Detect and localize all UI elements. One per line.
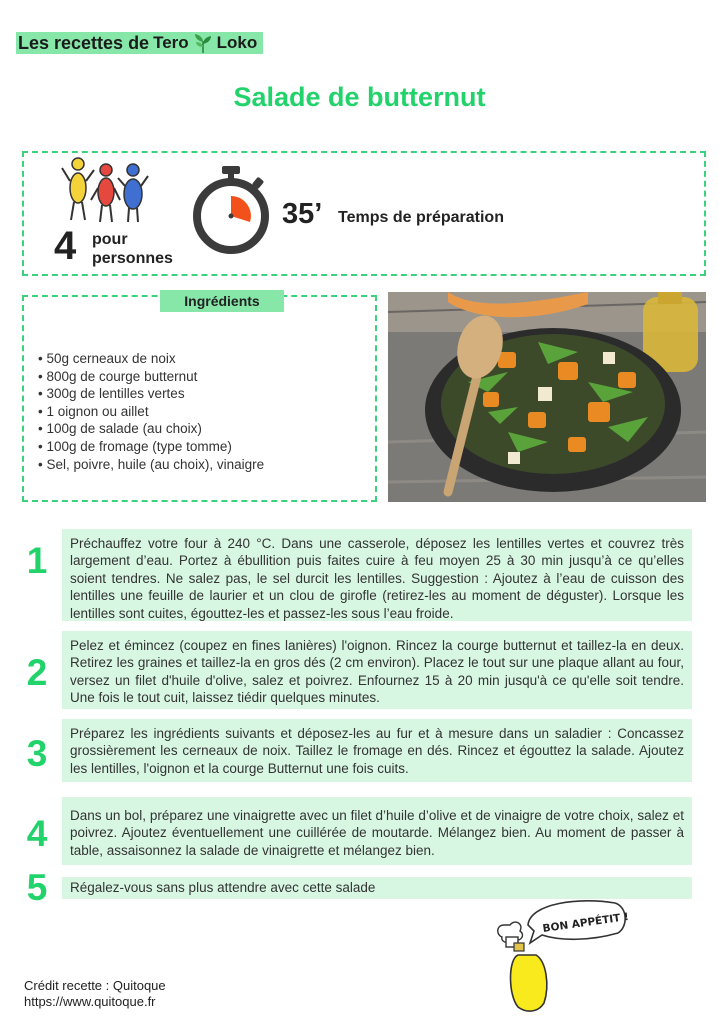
logo-word-loko: Loko <box>216 33 258 52</box>
servings-line2: personnes <box>92 250 173 267</box>
recipe-credit <box>24 978 166 1010</box>
ingredient-item: • 1 oignon ou aillet <box>38 403 264 421</box>
leaf-logo-icon <box>193 32 213 54</box>
bon-appetit-badge: BON APPÉTIT ! <box>541 910 630 935</box>
step-number-5: 5 <box>26 867 48 908</box>
servings-label <box>92 230 173 268</box>
ingredient-item: • 100g de salade (au choix) <box>38 420 264 438</box>
servings-line1: pour <box>92 231 128 248</box>
step-number-1: 1 <box>26 540 48 581</box>
step-text-2: Pelez et émincez (coupez en fines lanières) l'oignon. Rincez la courge butternut et taillez-la en deux. Retirez les graines et taillez-la en gros dés (2 cm environ). Placez le tout sur une plaque allant au four, versez un filet d'huile d'olive, salez et poivrez. Enfournez 15 à 20 min jusqu'à ce qu'elle soit tendre. Une fois le tout cuit, laissez tiédir quelques minutes. <box>62 631 692 709</box>
salad-photo <box>388 292 706 502</box>
timer-icon <box>188 164 274 256</box>
logo-word-tero: Tero <box>153 33 189 52</box>
step-text-1: Préchauffez votre four à 240 °C. Dans une casserole, déposez les lentilles vertes et couvrez très largement d’eau. Portez à ébullition puis faites cuire à feu moyen 25 à 30 min jusqu’à ce qu’elles soient tendres. Ne salez pas, le sel durcit les lentilles. Suggestion : Ajoutez à l’eau de cuisson des lentilles une feuille de laurier et un clou de girofle (retirez-les au moment de déguster). Lorsque les lentilles sont cuites, égouttez-les et passez-les sous l’eau froide. <box>62 529 692 621</box>
ingredients-list <box>38 350 264 473</box>
recipe-title: Salade de butternut <box>233 82 486 112</box>
credit-url: https://www.quitoque.fr <box>24 994 156 1009</box>
prep-time-label: Temps de préparation <box>338 209 504 226</box>
ingredient-item: • 50g cerneaux de noix <box>38 350 264 368</box>
ingredient-item: • 100g de fromage (type tomme) <box>38 438 264 456</box>
ingredient-item: • 800g de courge butternut <box>38 368 264 386</box>
ingredients-heading: Ingrédients <box>160 290 284 312</box>
step-text-5: Régalez-vous sans plus attendre avec cette salade <box>62 877 692 899</box>
step-number-2: 2 <box>26 652 48 693</box>
people-icon <box>58 156 153 226</box>
ingredient-item: • Sel, poivre, huile (au choix), vinaigre <box>38 456 264 474</box>
step-number-3: 3 <box>26 733 48 774</box>
step-text-3: Préparez les ingrédients suivants et déposez-les au fur et à mesure dans un saladier : Concassez grossièrement les cerneaux de noix. Taillez le fromage en dés. Rincez et égouttez la salade. Ajoutez les lentilles, l'oignon et la courge Butternut une fois cuits. <box>62 719 692 782</box>
prep-time-value: 35’ <box>282 198 323 230</box>
ingredient-item: • 300g de lentilles vertes <box>38 385 264 403</box>
servings-number: 4 <box>54 224 77 268</box>
step-number-4: 4 <box>26 813 48 854</box>
chef-mascot-icon <box>490 895 630 1015</box>
brand-banner <box>16 32 263 54</box>
brand-prefix: Les recettes de <box>18 32 150 53</box>
step-text-4: Dans un bol, préparez une vinaigrette avec un filet d’huile d’olive et de vinaigre de votre choix, salez et poivrez. Ajoutez éventuellement une cuillérée de moutarde. Mélangez bien. Au moment de passer à table, assaisonnez la salade de vinaigrette et mélangez bien. <box>62 797 692 865</box>
credit-line: Crédit recette : Quitoque <box>24 978 166 993</box>
